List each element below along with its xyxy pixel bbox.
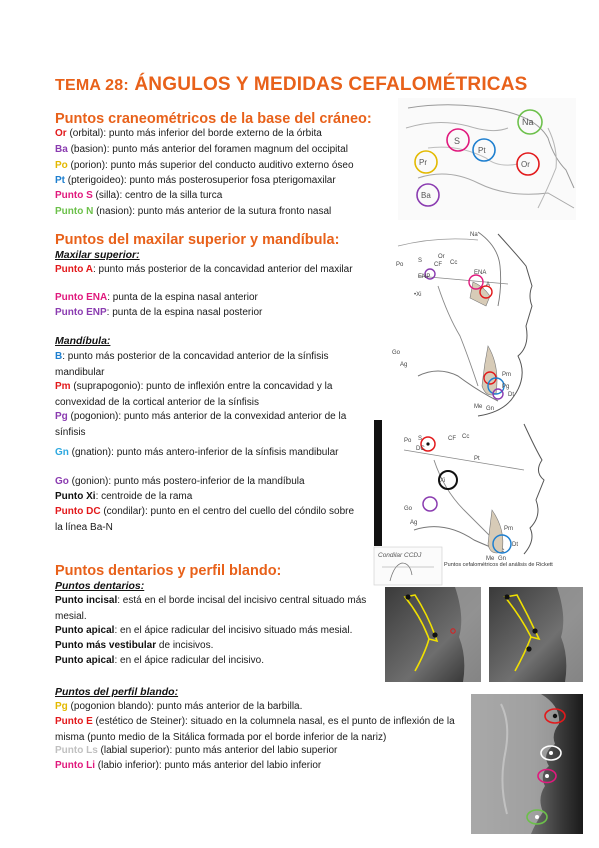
svg-text:Me: Me [474, 404, 483, 410]
condilar-note-text: Condilar CCDJ [378, 552, 422, 559]
svg-text:Or: Or [521, 160, 530, 169]
list-item: Pg (pogonion): punto más anterior de la convexidad anterior de la sínfisis [55, 411, 347, 438]
svg-text:Gn: Gn [498, 556, 507, 562]
svg-text:Pt: Pt [474, 456, 480, 462]
svg-text:Gn: Gn [486, 406, 495, 412]
page-title [55, 74, 528, 96]
svg-text:Ag: Ag [410, 520, 418, 526]
svg-text:Po: Po [396, 262, 404, 268]
list-item: Punto ENA: punta de la espina nasal anterior [55, 292, 258, 303]
list-item: Punto incisal: está en el borde incisal del incisivo central situado más mesial. [55, 595, 367, 622]
subheading-maxilar-superior: Maxilar superior: [55, 249, 140, 261]
svg-text:CF: CF [434, 262, 442, 268]
svg-text:Xi: Xi [440, 478, 446, 484]
skull-base-figure [398, 98, 576, 220]
condilar-note-sketch [372, 545, 444, 587]
svg-text:Dt: Dt [508, 392, 514, 398]
incisor-xray-1 [385, 587, 481, 682]
list-item: Punto apical: en el ápice radicular del incisivo situado más mesial. [55, 625, 353, 636]
section-heading-base-craneo: Puntos craneométricos de la base del cráneo: [55, 111, 372, 127]
svg-text:Or: Or [438, 254, 445, 260]
list-item: Punto Xi: centroide de la rama [55, 491, 193, 502]
list-item: Gn (gnation): punto más antero-inferior de la sínfisis mandibular [55, 447, 339, 458]
svg-text:Go: Go [392, 350, 401, 356]
cephalometric-tracing-figure-1 [378, 226, 578, 418]
svg-text:S: S [418, 258, 423, 264]
section-heading-maxilar: Puntos del maxilar superior y mandíbula: [55, 232, 340, 248]
svg-text:•Xi: •Xi [414, 292, 422, 298]
list-item: Punto Ls (labial superior): punto más anterior del labio superior [55, 745, 338, 756]
list-item: Punto apical: en el ápice radicular del incisivo. [55, 655, 264, 666]
list-item: Punto A: punto más posterior de la concavidad anterior del maxilar [55, 264, 353, 275]
svg-text:Cc: Cc [450, 260, 458, 266]
svg-text:Pt: Pt [478, 146, 486, 155]
svg-text:A: A [486, 282, 491, 288]
list-item: Punto E (estético de Steiner): situado en la columnela nasal, es el punto de inflexión de la misma (punto medio de la Sitálica formada por el borde inferior de la nariz) [55, 716, 455, 743]
svg-text:S: S [418, 436, 423, 442]
list-item: B: punto más posterior de la concavidad anterior de la sínfisis mandibular [55, 351, 329, 378]
list-item: Punto Li (labio inferior): punto más anterior del labio inferior [55, 760, 322, 771]
list-item: Pm (suprapogonio): punto de inflexión entre la concavidad y la convexidad de la cortical anterior de la sínfisis [55, 381, 333, 408]
list-item: Pt (pterigoideo): punto más posterosuperior fosa pterigomaxilar [55, 175, 336, 186]
svg-text:Cc: Cc [462, 434, 470, 440]
svg-text:CF: CF [448, 436, 456, 442]
svg-text:Go: Go [404, 506, 413, 512]
list-item: Ba (basion): punto más anterior del foramen magnum del occipital [55, 144, 348, 155]
subheading-perfil-blando: Puntos del perfil blando: [55, 686, 179, 698]
svg-text:Na: Na [522, 117, 534, 127]
svg-text:Ag: Ag [400, 362, 408, 368]
svg-text:Pg: Pg [502, 384, 510, 390]
soft-profile-xray [471, 694, 583, 834]
list-item: Or (orbital): punto más inferior del borde externo de la órbita [55, 128, 322, 139]
svg-text:Na: Na [470, 232, 478, 238]
rickett-caption: Puntos cefalométricos del análisis de Rickett [444, 562, 553, 568]
list-item: Pg (pogonion blando): punto más anterior de la barbilla. [55, 701, 303, 712]
list-item: Po (porion): punto más superior del conducto auditivo externo óseo [55, 160, 354, 171]
section-heading-dentarios: Puntos dentarios y perfil blando: [55, 563, 282, 579]
title-prefix: TEMA 28: [55, 77, 129, 94]
svg-text:Me: Me [486, 556, 495, 562]
subheading-puntos-dentarios: Puntos dentarios: [55, 580, 145, 592]
svg-text:Pm: Pm [502, 372, 511, 378]
list-item: Punto ENP: punta de la espina nasal posterior [55, 307, 263, 318]
title-main: ÁNGULOS Y MEDIDAS CEFALOMÉTRICAS [134, 74, 528, 95]
svg-text:ENP: ENP [418, 274, 431, 280]
svg-text:S: S [454, 136, 461, 146]
list-item: Punto N (nasion): punto más anterior de la sutura fronto nasal [55, 206, 332, 217]
svg-text:ENA: ENA [474, 270, 487, 276]
svg-text:Dt: Dt [512, 542, 518, 548]
svg-text:Ba: Ba [421, 191, 431, 200]
list-item: Punto más vestibular de incisivos. [55, 640, 214, 651]
list-item: Punto S (silla): centro de la silla turca [55, 190, 223, 201]
svg-text:Pm: Pm [504, 526, 513, 532]
svg-text:DC: DC [416, 446, 425, 452]
list-item: Punto DC (condilar): punto en el centro del cuello del cóndilo sobre la línea Ba-N [55, 506, 355, 533]
svg-text:Po: Po [404, 438, 412, 444]
list-item: Go (gonion): punto más postero-inferior de la mandíbula [55, 476, 305, 487]
incisor-xray-2 [489, 587, 583, 682]
svg-text:Pr: Pr [419, 158, 427, 167]
subheading-mandibula: Mandíbula: [55, 335, 111, 347]
